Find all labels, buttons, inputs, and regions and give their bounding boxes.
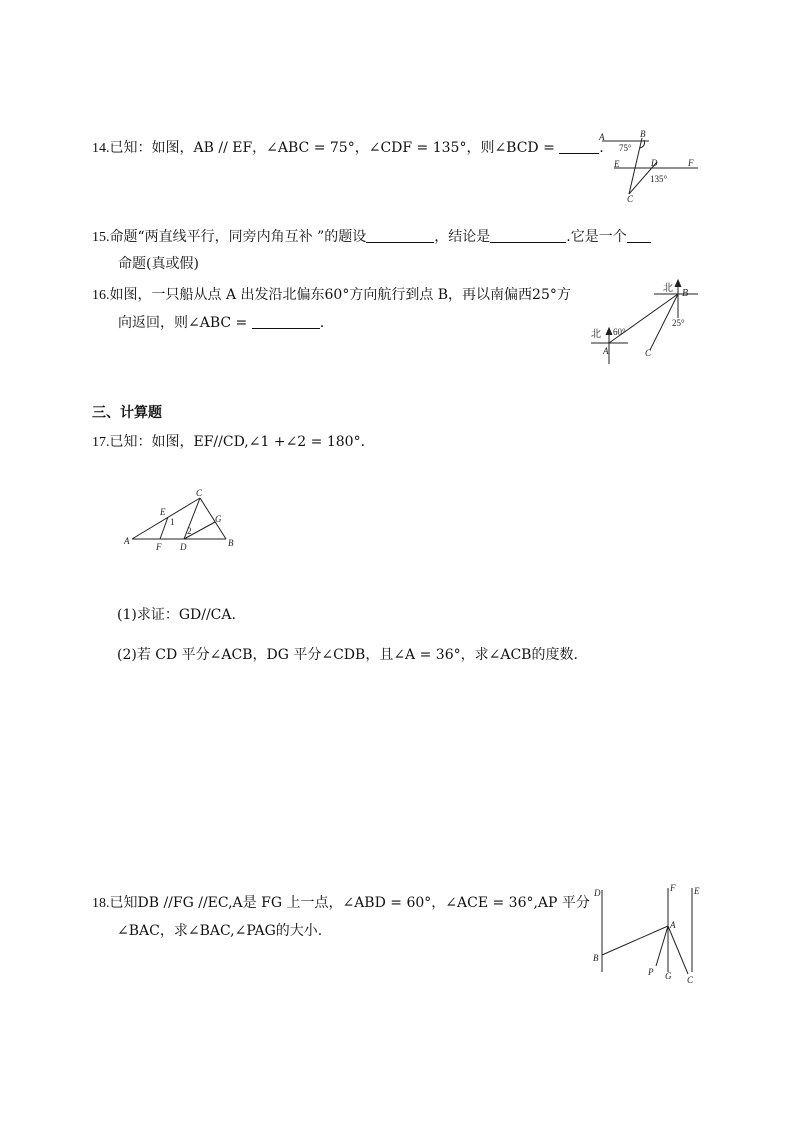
label-a: A [603,346,609,356]
label-c: C [196,488,203,498]
label-g: G [665,971,672,981]
label-c: C [687,975,694,985]
question-number: 15. [92,230,110,245]
section-title: 三、计算题 [92,405,162,421]
label-c: C [627,194,634,204]
question-number: 17. [92,435,110,450]
label-f: F [156,542,162,552]
angle-25: 25° [672,318,685,328]
answer-blank[interactable] [252,314,320,329]
label-f: F [688,158,694,168]
figure-q18 [588,880,704,988]
angle-2: 2 [187,526,192,536]
question-text-line2: 向返回，则∠ABC = [118,315,248,331]
label-e: E [614,159,620,169]
question-17-part1: (1)求证：GD//CA. [117,607,236,623]
angle-135: 135° [650,174,668,184]
label-p: P [648,967,654,977]
label-b: B [593,953,599,963]
label-b: B [640,129,646,139]
question-16-line2 [118,313,324,333]
answer-blank-truth[interactable] [627,228,651,243]
label-b: B [682,288,689,299]
north-label-left: 北 [591,329,601,340]
question-text: 已知：如图，AB // EF，∠ABC = 75°，∠CDF = 135°，则∠BCD = [109,140,555,156]
label-d: D [651,158,658,168]
question-14 [92,138,604,159]
question-number: 18. [92,896,110,911]
label-a: A [599,132,605,142]
question-text: 如图，一只船从点 A 出发沿北偏东60°方向航行到点 B，再以南偏西25°方 [109,287,571,303]
label-c: C [645,348,652,358]
question-number: 14. [92,141,110,156]
figure-q17 [120,486,244,556]
angle-75: 75° [619,143,632,153]
label-e: E [160,507,166,517]
question-tail: . [319,315,325,331]
question-17-part2: (2)若 CD 平分∠ACB，DG 平分∠CDB，且∠A = 36°，求∠ACB的度数. [117,647,578,663]
label-g: G [215,514,222,524]
label-e: E [694,886,700,896]
label-b: B [228,538,234,548]
question-18 [92,893,590,914]
question-15-line2: 命题(真或假) [118,256,199,272]
answer-blank-conclusion[interactable] [490,228,566,243]
label-a: A [670,920,676,930]
question-text-part1: 命题“两直线平行，同旁内角互补 ”的题设 [109,229,367,245]
figure-q16 [588,276,702,368]
angle-1: 1 [170,517,175,527]
question-16 [92,285,571,306]
label-d: D [180,542,187,552]
label-f: F [670,883,676,893]
figure-q14 [594,128,704,204]
question-15 [92,227,651,248]
question-tail: . [599,140,604,156]
question-18-line2: ∠BAC，求∠BAC,∠PAG的大小. [117,923,323,939]
north-label-top: 北 [663,283,673,294]
label-d: D [594,888,601,898]
question-text: 已知：如图，EF//CD,∠1 +∠2 = 180°. [109,434,366,450]
question-text: 已知DB //FG //EC,A是 FG 上一点，∠ABD = 60°，∠ACE = 36°,AP 平分 [109,895,590,911]
label-a: A [124,536,130,546]
question-text-part3: .它是一个 [566,229,627,245]
answer-blank-premise[interactable] [366,228,434,243]
question-text-part2: ，结论是 [434,229,491,245]
question-17 [92,432,365,453]
angle-60: 60° [613,327,626,337]
question-number: 16. [92,288,110,303]
